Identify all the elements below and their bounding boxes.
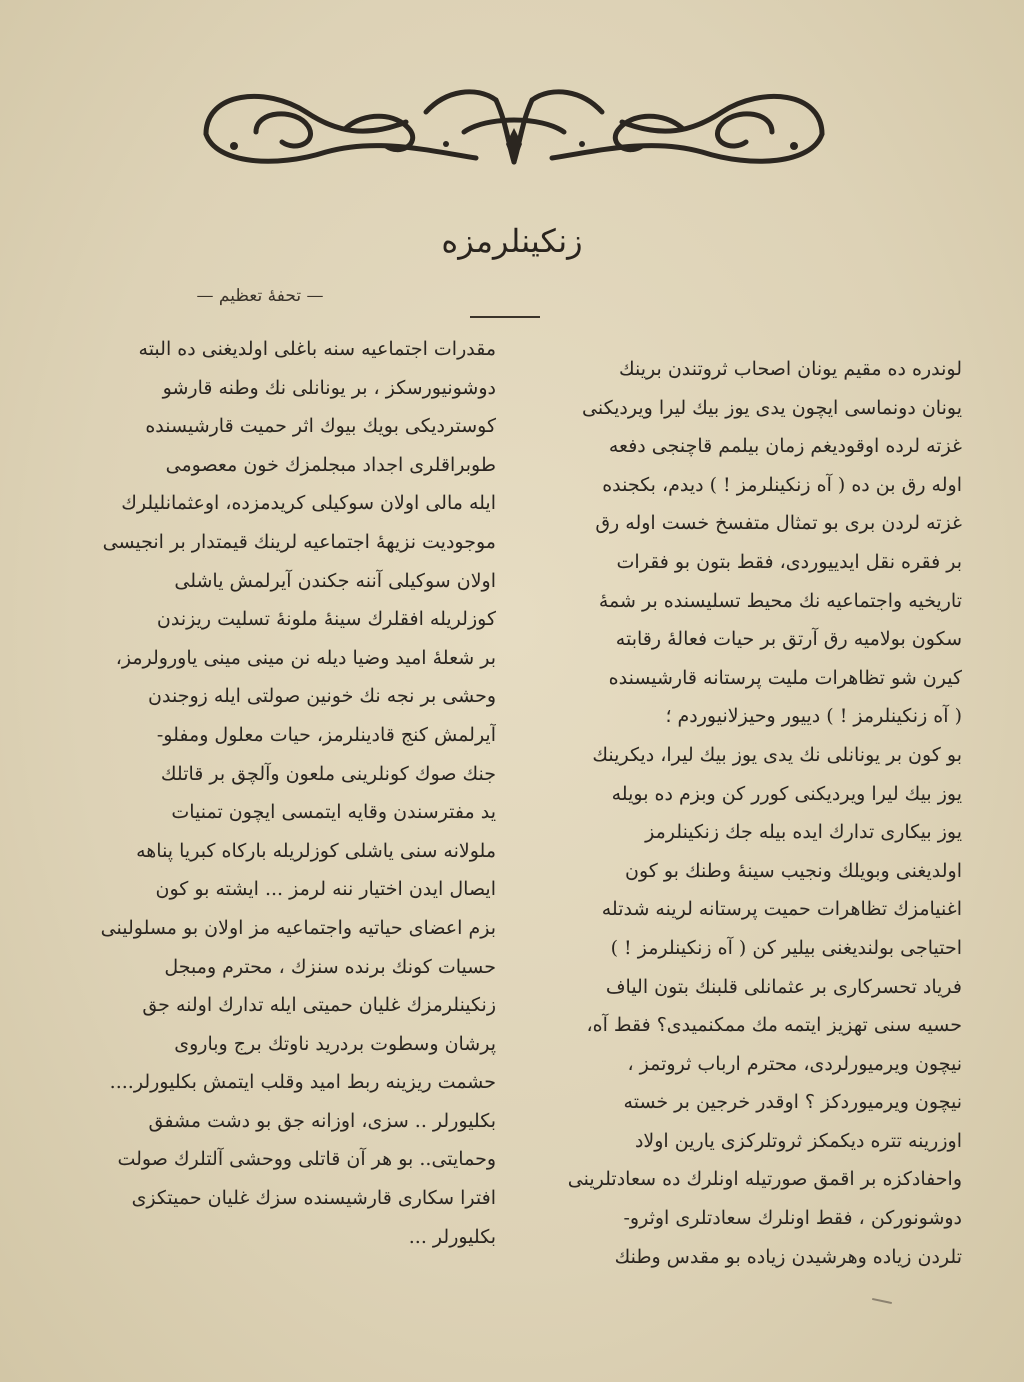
text-line: دوشونورکن ، فقط اونلرك سعادتلری اوثرو-	[623, 1207, 962, 1230]
text-line: جنك صوك کونلرینی ملعون وآلچق بر قاتلك	[160, 762, 496, 785]
text-line: حشمت ریزینه ربط امید وقلب ایتمش بکلیورلر....	[109, 1071, 496, 1094]
text-line: بر فقره نقل ایدییوردی، فقط بتون بو فقرات	[616, 550, 962, 573]
text-line: کیرن شو تظاهرات ملیت پرستانه قارشیسنده	[608, 666, 962, 689]
text-line: آیرلمش کنج قادینلرمز، حیات معلول ومفلو-	[156, 723, 496, 746]
text-line: یوز بیکاری تدارك ایده بیله جك زنکینلرمز	[645, 821, 962, 844]
text-line: ید مفترسندن وقایه ایتمسی ایچون تمنیات	[171, 801, 496, 824]
text-line: فریاد تحسرکاری بر عثمانلی قلبنك بتون الیاف	[605, 975, 962, 998]
text-line: اوزرینه تتره دیکمکز ثروتلرکزی یارین اولاد	[634, 1129, 962, 1152]
text-line: بزم اعضای حیاتیه واجتماعیه مز اولان بو مسلولینی	[100, 916, 496, 939]
text-line: اغنیامزك تظاهرات حمیت پرستانه لرینه شدتله	[601, 898, 962, 921]
text-line: تاریخیه واجتماعیه نك محیط تسلیسنده بر شمهٔ	[598, 589, 962, 612]
text-line: واحفادکزه بر اقمق صورتیله اونلرك ده سعادتلرینی	[567, 1168, 962, 1191]
text-line: بکلیورلر ...	[408, 1225, 496, 1248]
text-line: نیچون ویرمیوردکز ؟ اوقدر خرجین بر خسته	[623, 1091, 962, 1114]
text-line: زنکینلرمزك غلیان حمیتی ایله تدارك اولنه جق	[142, 994, 496, 1017]
text-line: وحشی بر نجه نك خونین صولتی ایله زوجندن	[148, 685, 496, 708]
text-line: موجودیت نزیههٔ اجتماعیه لرینك قیمتدار بر انجیسی	[102, 530, 496, 553]
text-line: حسیات کونك برنده سنزك ، محترم ومبجل	[164, 955, 496, 978]
text-line: نیچون ویرمیورلردی، محترم ارباب ثروتمز ،	[627, 1052, 962, 1075]
text-line: لوندره ده مقیم یونان اصحاب ثروتندن برینك	[618, 358, 962, 380]
text-line: ( آه زنکینلرمز ! ) دییور وحیزلانیوردم ؛	[665, 705, 962, 728]
text-line: اولان سوکیلی آننه جکندن آیرلمش یاشلی	[174, 569, 496, 592]
text-line: غزته لردن بری بو تمثال متفسخ خست اوله رق	[595, 512, 962, 535]
text-line: بر شعلهٔ امید وضیا دیله نن مینی مینی یاورولرمز،	[115, 646, 496, 669]
text-line: ایله مالی اولان سوکیلی کریدمزده، اوعثمانلیلرك	[121, 492, 496, 515]
text-line: حسیه سنی تهزیز ایتمه مك ممکنمیدی؟ فقط آه،	[586, 1014, 962, 1037]
text-line: کوزلریله افقلرك سینهٔ ملونهٔ تسلیت ریزندن	[156, 608, 496, 631]
text-line: مقدرات اجتماعیه سنه باغلی اولدیغنی ده البته	[138, 338, 496, 360]
footer-mark	[872, 1298, 892, 1304]
text-line: ملولانه سنی یاشلی کوزلریله بارکاه کبریا پناهه	[136, 839, 496, 862]
text-line: تلردن زیاده وهرشیدن زیاده بو مقدس وطنك	[614, 1245, 962, 1268]
text-line: اوله رق بن ده ( آه زنکینلرمز ! ) دیدم، بکجنده	[602, 473, 962, 496]
text-line: کوستردیکی بویك بیوك اثر حمیت قارشیسنده	[145, 415, 496, 438]
text-column-right	[530, 350, 962, 1276]
text-line: احتیاجی بولندیغنی بیلیر کن ( آه زنکینلرمز ! )	[610, 936, 962, 959]
text-line: پرشان وسطوت بردرید ناوتك برج وباروی	[174, 1032, 496, 1055]
text-line: ایصال ایدن اختیار ننه لرمز ... ایشته بو کون	[155, 878, 496, 901]
text-line: طوبراقلری اجداد مبجلمزك خون معصومی	[165, 453, 496, 476]
text-line: افترا سکاری قارشیسنده سزك غلیان حمیتکزی	[131, 1187, 496, 1210]
text-line: وحمایتی.. بو هر آن قاتلی ووحشی آلتلرك صولت	[117, 1148, 496, 1171]
text-line: یونان دونماسی ایچون یدی یوز بیك لیرا ویردیکنی	[582, 396, 962, 419]
text-column-left	[78, 330, 496, 1256]
text-line: سکون بولامیه رق آرتق بر حیات فعالهٔ رقابته	[615, 628, 962, 651]
title-divider	[470, 316, 540, 318]
header-ornament	[196, 72, 832, 172]
article-title: زنکینلرمزه	[441, 222, 583, 260]
text-line: یوز بیك لیرا ویردیکنی کورر کن وبزم ده بویله	[611, 782, 962, 805]
text-line: اولدیغنی وبویلك ونجیب سینهٔ وطنك بو کون	[625, 859, 962, 882]
text-line: بکلیورلر .. سزی، اوزانه جق بو دشت مشفق	[148, 1109, 496, 1132]
text-line: بو کون بر یونانلی نك یدی یوز بیك لیرا، دیکرینك	[592, 743, 962, 766]
article-author: — تحفهٔ تعظیم —	[196, 286, 324, 306]
text-line: غزته لرده اوقودیغم زمان بیلمم قاچنجی دفعه	[608, 435, 962, 458]
text-line: دوشونیورسکز ، بر یونانلی نك وطنه قارشو	[162, 376, 496, 399]
